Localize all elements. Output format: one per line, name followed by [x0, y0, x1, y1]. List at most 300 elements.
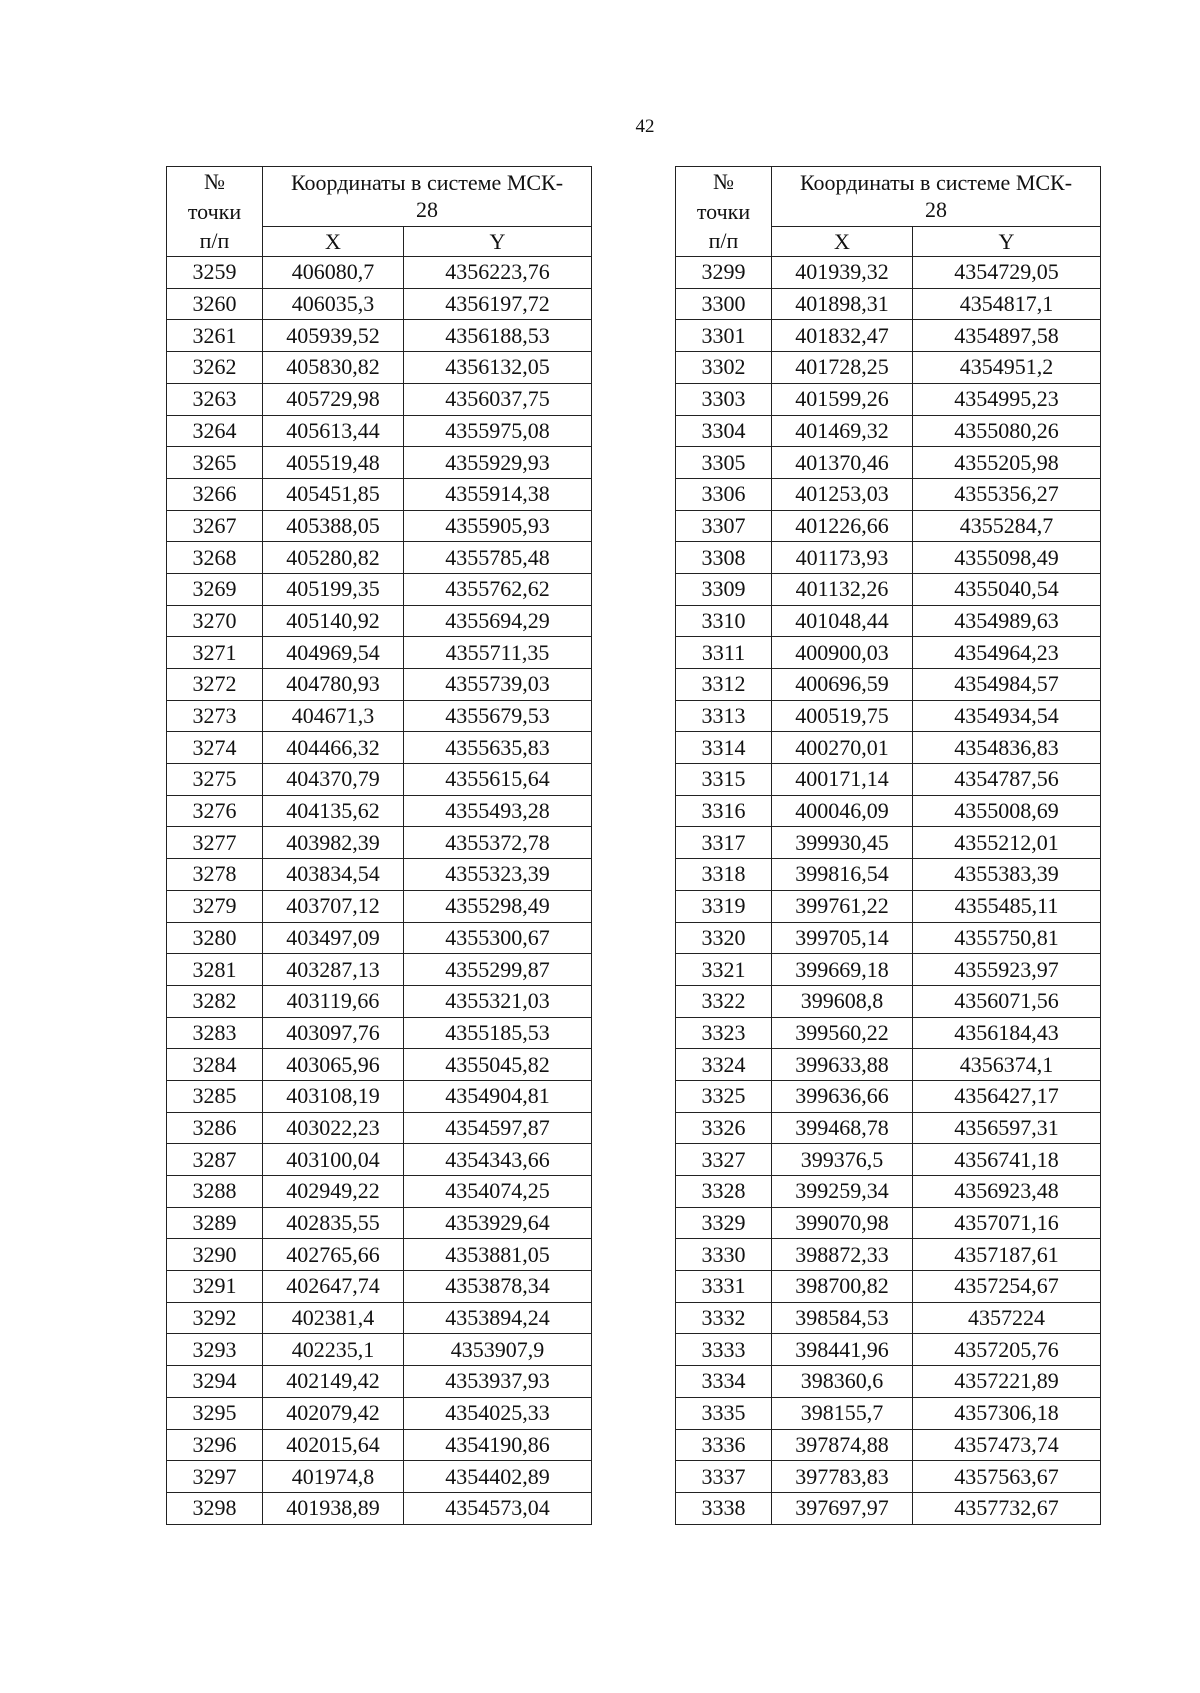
table-row	[167, 890, 592, 922]
point-number-cell: 3289	[167, 1207, 263, 1239]
table-row	[167, 605, 592, 637]
point-number-cell: 3298	[167, 1492, 263, 1524]
table-row	[676, 1429, 1101, 1461]
y-coordinate-cell: 4356223,76	[404, 257, 592, 289]
y-coordinate-cell: 4357306,18	[913, 1397, 1101, 1429]
coordinates-table-right	[675, 166, 1101, 1525]
point-number-cell: 3332	[676, 1302, 772, 1334]
x-coordinate-cell: 405451,85	[263, 478, 404, 510]
point-number-cell: 3319	[676, 890, 772, 922]
y-coordinate-cell: 4357473,74	[913, 1429, 1101, 1461]
page-number: 42	[635, 116, 655, 137]
x-coordinate-cell: 400519,75	[772, 700, 913, 732]
point-number-header	[676, 167, 772, 257]
x-coordinate-cell: 405519,48	[263, 447, 404, 479]
point-number-cell: 3259	[167, 257, 263, 289]
point-number-cell: 3330	[676, 1239, 772, 1271]
table-row	[676, 1461, 1101, 1493]
table-row	[167, 827, 592, 859]
y-coordinate-cell: 4356037,75	[404, 383, 592, 415]
point-number-cell: 3294	[167, 1366, 263, 1398]
x-coordinate-cell: 399705,14	[772, 922, 913, 954]
y-coordinate-cell: 4354904,81	[404, 1080, 592, 1112]
table-row	[676, 478, 1101, 510]
point-number-cell: 3331	[676, 1271, 772, 1303]
point-number-cell: 3323	[676, 1017, 772, 1049]
point-number-cell: 3272	[167, 669, 263, 701]
x-coordinate-cell: 398441,96	[772, 1334, 913, 1366]
point-number-cell: 3292	[167, 1302, 263, 1334]
x-coordinate-cell: 398155,7	[772, 1397, 913, 1429]
table-row	[167, 573, 592, 605]
x-coordinate-cell: 399930,45	[772, 827, 913, 859]
table-row	[676, 669, 1101, 701]
point-number-cell: 3303	[676, 383, 772, 415]
y-coordinate-cell: 4355080,26	[913, 415, 1101, 447]
point-number-header-line1: №	[713, 169, 734, 194]
x-coordinate-cell: 398584,53	[772, 1302, 913, 1334]
table-row	[167, 1302, 592, 1334]
y-coordinate-cell: 4354836,83	[913, 732, 1101, 764]
table-row	[676, 1334, 1101, 1366]
table-row	[676, 732, 1101, 764]
y-coordinate-cell: 4355762,62	[404, 573, 592, 605]
table-row	[676, 1144, 1101, 1176]
y-coordinate-cell: 4357254,67	[913, 1271, 1101, 1303]
coordinate-system-header-line1: Координаты в системе МСК-	[799, 170, 1073, 196]
table-row	[676, 257, 1101, 289]
y-coordinate-cell: 4354597,87	[404, 1112, 592, 1144]
y-coordinate-cell: 4356374,1	[913, 1049, 1101, 1081]
point-number-cell: 3309	[676, 573, 772, 605]
y-coordinate-cell: 4354964,23	[913, 637, 1101, 669]
point-number-cell: 3277	[167, 827, 263, 859]
table-row	[167, 795, 592, 827]
table-row	[167, 1080, 592, 1112]
y-coordinate-cell: 4355045,82	[404, 1049, 592, 1081]
point-number-cell: 3324	[676, 1049, 772, 1081]
x-coordinate-cell: 403834,54	[263, 859, 404, 891]
x-coordinate-cell: 404466,32	[263, 732, 404, 764]
table-row	[167, 1334, 592, 1366]
x-coordinate-cell: 404969,54	[263, 637, 404, 669]
point-number-cell: 3328	[676, 1176, 772, 1208]
point-number-cell: 3310	[676, 605, 772, 637]
table-row	[676, 415, 1101, 447]
point-number-cell: 3326	[676, 1112, 772, 1144]
x-coordinate-cell: 402765,66	[263, 1239, 404, 1271]
y-coordinate-cell: 4353907,9	[404, 1334, 592, 1366]
table-row	[167, 1239, 592, 1271]
point-number-cell: 3276	[167, 795, 263, 827]
x-coordinate-cell: 401832,47	[772, 320, 913, 352]
point-number-cell: 3325	[676, 1080, 772, 1112]
x-coordinate-cell: 401226,66	[772, 510, 913, 542]
x-column-header: X	[263, 227, 404, 257]
x-coordinate-cell: 403108,19	[263, 1080, 404, 1112]
y-coordinate-cell: 4355205,98	[913, 447, 1101, 479]
point-number-cell: 3287	[167, 1144, 263, 1176]
coordinates-table-left	[166, 166, 592, 1525]
point-number-cell: 3282	[167, 985, 263, 1017]
coordinate-system-header	[772, 167, 1101, 227]
table-row	[676, 1239, 1101, 1271]
x-coordinate-cell: 397697,97	[772, 1492, 913, 1524]
table-row	[676, 890, 1101, 922]
table-row	[167, 1397, 592, 1429]
x-coordinate-cell: 405140,92	[263, 605, 404, 637]
point-number-cell: 3316	[676, 795, 772, 827]
y-column-header: Y	[913, 227, 1101, 257]
point-number-cell: 3308	[676, 542, 772, 574]
point-number-cell: 3327	[676, 1144, 772, 1176]
x-coordinate-cell: 398700,82	[772, 1271, 913, 1303]
y-coordinate-cell: 4355929,93	[404, 447, 592, 479]
x-coordinate-cell: 403022,23	[263, 1112, 404, 1144]
y-coordinate-cell: 4355284,7	[913, 510, 1101, 542]
point-number-cell: 3263	[167, 383, 263, 415]
table-row	[167, 1366, 592, 1398]
x-coordinate-cell: 405388,05	[263, 510, 404, 542]
point-number-cell: 3285	[167, 1080, 263, 1112]
table-row	[167, 320, 592, 352]
point-number-cell: 3279	[167, 890, 263, 922]
table-row	[676, 827, 1101, 859]
point-number-cell: 3336	[676, 1429, 772, 1461]
point-number-cell: 3264	[167, 415, 263, 447]
y-coordinate-cell: 4357221,89	[913, 1366, 1101, 1398]
x-coordinate-cell: 401469,32	[772, 415, 913, 447]
table-row	[167, 1207, 592, 1239]
table-row	[167, 1049, 592, 1081]
y-coordinate-cell: 4355298,49	[404, 890, 592, 922]
point-number-cell: 3304	[676, 415, 772, 447]
y-coordinate-cell: 4355750,81	[913, 922, 1101, 954]
y-coordinate-cell: 4355040,54	[913, 573, 1101, 605]
x-coordinate-cell: 397874,88	[772, 1429, 913, 1461]
table-row	[167, 859, 592, 891]
y-coordinate-cell: 4355323,39	[404, 859, 592, 891]
table-row	[676, 1080, 1101, 1112]
y-coordinate-cell: 4357071,16	[913, 1207, 1101, 1239]
point-number-cell: 3300	[676, 288, 772, 320]
x-coordinate-cell: 397783,83	[772, 1461, 913, 1493]
y-coordinate-cell: 4354787,56	[913, 764, 1101, 796]
x-coordinate-cell: 401728,25	[772, 352, 913, 384]
table-row	[167, 922, 592, 954]
y-coordinate-cell: 4353881,05	[404, 1239, 592, 1271]
table-row	[167, 669, 592, 701]
point-number-cell: 3305	[676, 447, 772, 479]
point-number-cell: 3322	[676, 985, 772, 1017]
table-row	[676, 1302, 1101, 1334]
y-coordinate-cell: 4355694,29	[404, 605, 592, 637]
point-number-cell: 3333	[676, 1334, 772, 1366]
x-coordinate-cell: 400171,14	[772, 764, 913, 796]
point-number-cell: 3312	[676, 669, 772, 701]
point-number-cell: 3297	[167, 1461, 263, 1493]
table-row	[676, 320, 1101, 352]
point-number-header-line3: п/п	[708, 228, 739, 254]
point-number-cell: 3307	[676, 510, 772, 542]
table-row	[676, 1049, 1101, 1081]
point-number-cell: 3329	[676, 1207, 772, 1239]
y-coordinate-cell: 4356923,48	[913, 1176, 1101, 1208]
point-number-cell: 3270	[167, 605, 263, 637]
y-coordinate-cell: 4355299,87	[404, 954, 592, 986]
x-coordinate-cell: 401048,44	[772, 605, 913, 637]
point-number-cell: 3299	[676, 257, 772, 289]
table-row	[167, 288, 592, 320]
table-row	[167, 1461, 592, 1493]
y-coordinate-cell: 4355739,03	[404, 669, 592, 701]
point-number-cell: 3261	[167, 320, 263, 352]
x-coordinate-cell: 401939,32	[772, 257, 913, 289]
table-row	[167, 415, 592, 447]
x-coordinate-cell: 399633,88	[772, 1049, 913, 1081]
x-column-header: X	[772, 227, 913, 257]
table-row	[167, 732, 592, 764]
y-coordinate-cell: 4354989,63	[913, 605, 1101, 637]
x-coordinate-cell: 399608,8	[772, 985, 913, 1017]
point-number-cell: 3288	[167, 1176, 263, 1208]
x-coordinate-cell: 399669,18	[772, 954, 913, 986]
table-row	[676, 922, 1101, 954]
point-number-cell: 3334	[676, 1366, 772, 1398]
y-coordinate-cell: 4356197,72	[404, 288, 592, 320]
x-coordinate-cell: 399259,34	[772, 1176, 913, 1208]
x-coordinate-cell: 403065,96	[263, 1049, 404, 1081]
table-row	[676, 1492, 1101, 1524]
y-coordinate-cell: 4356132,05	[404, 352, 592, 384]
y-coordinate-cell: 4354817,1	[913, 288, 1101, 320]
point-number-cell: 3283	[167, 1017, 263, 1049]
point-number-cell: 3337	[676, 1461, 772, 1493]
point-number-cell: 3267	[167, 510, 263, 542]
table-row	[676, 637, 1101, 669]
y-coordinate-cell: 4355098,49	[913, 542, 1101, 574]
y-coordinate-cell: 4355914,38	[404, 478, 592, 510]
table-row	[676, 447, 1101, 479]
y-coordinate-cell: 4357187,61	[913, 1239, 1101, 1271]
point-number-cell: 3314	[676, 732, 772, 764]
x-coordinate-cell: 403287,13	[263, 954, 404, 986]
table-row	[676, 510, 1101, 542]
y-coordinate-cell: 4353929,64	[404, 1207, 592, 1239]
point-number-cell: 3262	[167, 352, 263, 384]
table-row	[167, 1144, 592, 1176]
y-coordinate-cell: 4356597,31	[913, 1112, 1101, 1144]
point-number-cell: 3296	[167, 1429, 263, 1461]
y-coordinate-cell: 4354951,2	[913, 352, 1101, 384]
x-coordinate-cell: 401173,93	[772, 542, 913, 574]
y-coordinate-cell: 4355975,08	[404, 415, 592, 447]
x-coordinate-cell: 405830,82	[263, 352, 404, 384]
point-number-cell: 3302	[676, 352, 772, 384]
x-coordinate-cell: 405729,98	[263, 383, 404, 415]
point-number-cell: 3278	[167, 859, 263, 891]
x-coordinate-cell: 404780,93	[263, 669, 404, 701]
point-number-cell: 3306	[676, 478, 772, 510]
point-number-cell: 3260	[167, 288, 263, 320]
table-row	[167, 383, 592, 415]
x-coordinate-cell: 399376,5	[772, 1144, 913, 1176]
point-number-cell: 3291	[167, 1271, 263, 1303]
x-coordinate-cell: 400900,03	[772, 637, 913, 669]
x-coordinate-cell: 403097,76	[263, 1017, 404, 1049]
table-row	[167, 352, 592, 384]
y-column-header: Y	[404, 227, 592, 257]
y-coordinate-cell: 4356184,43	[913, 1017, 1101, 1049]
point-number-cell: 3318	[676, 859, 772, 891]
x-coordinate-cell: 400270,01	[772, 732, 913, 764]
y-coordinate-cell: 4355905,93	[404, 510, 592, 542]
y-coordinate-cell: 4353937,93	[404, 1366, 592, 1398]
y-coordinate-cell: 4355615,64	[404, 764, 592, 796]
x-coordinate-cell: 402149,42	[263, 1366, 404, 1398]
table-row	[167, 1112, 592, 1144]
point-number-cell: 3293	[167, 1334, 263, 1366]
table-row	[167, 257, 592, 289]
point-number-cell: 3266	[167, 478, 263, 510]
x-coordinate-cell: 404370,79	[263, 764, 404, 796]
y-coordinate-cell: 4355493,28	[404, 795, 592, 827]
table-row	[676, 1017, 1101, 1049]
table-row	[676, 1112, 1101, 1144]
x-coordinate-cell: 401974,8	[263, 1461, 404, 1493]
y-coordinate-cell: 4355711,35	[404, 637, 592, 669]
point-number-header	[167, 167, 263, 257]
x-coordinate-cell: 405613,44	[263, 415, 404, 447]
y-coordinate-cell: 4355383,39	[913, 859, 1101, 891]
y-coordinate-cell: 4354190,86	[404, 1429, 592, 1461]
y-coordinate-cell: 4354573,04	[404, 1492, 592, 1524]
point-number-cell: 3281	[167, 954, 263, 986]
table-row	[167, 1492, 592, 1524]
point-number-header-line1: №	[204, 169, 225, 194]
coordinate-system-header	[263, 167, 592, 227]
x-coordinate-cell: 399636,66	[772, 1080, 913, 1112]
x-coordinate-cell: 401370,46	[772, 447, 913, 479]
table-row	[167, 700, 592, 732]
point-number-cell: 3335	[676, 1397, 772, 1429]
x-coordinate-cell: 402647,74	[263, 1271, 404, 1303]
x-coordinate-cell: 402381,4	[263, 1302, 404, 1334]
y-coordinate-cell: 4354343,66	[404, 1144, 592, 1176]
table-row	[676, 985, 1101, 1017]
x-coordinate-cell: 403119,66	[263, 985, 404, 1017]
x-coordinate-cell: 405199,35	[263, 573, 404, 605]
table-row	[167, 478, 592, 510]
x-coordinate-cell: 399761,22	[772, 890, 913, 922]
y-coordinate-cell: 4355300,67	[404, 922, 592, 954]
y-coordinate-cell: 4355785,48	[404, 542, 592, 574]
point-number-header-line3: п/п	[199, 228, 230, 254]
table-row	[676, 1366, 1101, 1398]
point-number-cell: 3320	[676, 922, 772, 954]
coordinate-system-header-line2: 28	[416, 196, 438, 222]
y-coordinate-cell: 4355923,97	[913, 954, 1101, 986]
x-coordinate-cell: 402079,42	[263, 1397, 404, 1429]
point-number-cell: 3271	[167, 637, 263, 669]
coordinate-system-header-line2: 28	[925, 196, 947, 222]
table-row	[676, 795, 1101, 827]
point-number-cell: 3286	[167, 1112, 263, 1144]
x-coordinate-cell: 403100,04	[263, 1144, 404, 1176]
x-coordinate-cell: 399816,54	[772, 859, 913, 891]
x-coordinate-cell: 401599,26	[772, 383, 913, 415]
point-number-cell: 3311	[676, 637, 772, 669]
y-coordinate-cell: 4354729,05	[913, 257, 1101, 289]
point-number-cell: 3313	[676, 700, 772, 732]
table-row	[167, 447, 592, 479]
point-number-cell: 3273	[167, 700, 263, 732]
point-number-cell: 3275	[167, 764, 263, 796]
point-number-cell: 3265	[167, 447, 263, 479]
point-number-header-line2: точки	[187, 198, 242, 224]
point-number-cell: 3274	[167, 732, 263, 764]
table-row	[676, 383, 1101, 415]
point-number-cell: 3321	[676, 954, 772, 986]
y-coordinate-cell: 4355635,83	[404, 732, 592, 764]
y-coordinate-cell: 4355212,01	[913, 827, 1101, 859]
x-coordinate-cell: 406080,7	[263, 257, 404, 289]
x-coordinate-cell: 403497,09	[263, 922, 404, 954]
y-coordinate-cell: 4357563,67	[913, 1461, 1101, 1493]
x-coordinate-cell: 405280,82	[263, 542, 404, 574]
point-number-cell: 3290	[167, 1239, 263, 1271]
x-coordinate-cell: 400046,09	[772, 795, 913, 827]
table-row	[167, 1176, 592, 1208]
x-coordinate-cell: 403707,12	[263, 890, 404, 922]
table-row	[676, 605, 1101, 637]
point-number-header-line2: точки	[696, 198, 751, 224]
x-coordinate-cell: 399070,98	[772, 1207, 913, 1239]
x-coordinate-cell: 401938,89	[263, 1492, 404, 1524]
x-coordinate-cell: 402949,22	[263, 1176, 404, 1208]
point-number-cell: 3280	[167, 922, 263, 954]
x-coordinate-cell: 404671,3	[263, 700, 404, 732]
point-number-cell: 3269	[167, 573, 263, 605]
x-coordinate-cell: 402015,64	[263, 1429, 404, 1461]
table-row	[167, 1271, 592, 1303]
y-coordinate-cell: 4354402,89	[404, 1461, 592, 1493]
table-row	[167, 542, 592, 574]
x-coordinate-cell: 402835,55	[263, 1207, 404, 1239]
table-row	[167, 637, 592, 669]
table-row	[167, 1017, 592, 1049]
y-coordinate-cell: 4357732,67	[913, 1492, 1101, 1524]
y-coordinate-cell: 4357224	[913, 1302, 1101, 1334]
table-row	[676, 1271, 1101, 1303]
table-row	[167, 764, 592, 796]
y-coordinate-cell: 4356071,56	[913, 985, 1101, 1017]
table-row	[676, 1207, 1101, 1239]
x-coordinate-cell: 405939,52	[263, 320, 404, 352]
y-coordinate-cell: 4355679,53	[404, 700, 592, 732]
y-coordinate-cell: 4354995,23	[913, 383, 1101, 415]
y-coordinate-cell: 4357205,76	[913, 1334, 1101, 1366]
x-coordinate-cell: 401253,03	[772, 478, 913, 510]
table-row	[676, 1176, 1101, 1208]
point-number-cell: 3338	[676, 1492, 772, 1524]
x-coordinate-cell: 403982,39	[263, 827, 404, 859]
y-coordinate-cell: 4355008,69	[913, 795, 1101, 827]
y-coordinate-cell: 4356741,18	[913, 1144, 1101, 1176]
y-coordinate-cell: 4354074,25	[404, 1176, 592, 1208]
table-row	[676, 700, 1101, 732]
x-coordinate-cell: 404135,62	[263, 795, 404, 827]
